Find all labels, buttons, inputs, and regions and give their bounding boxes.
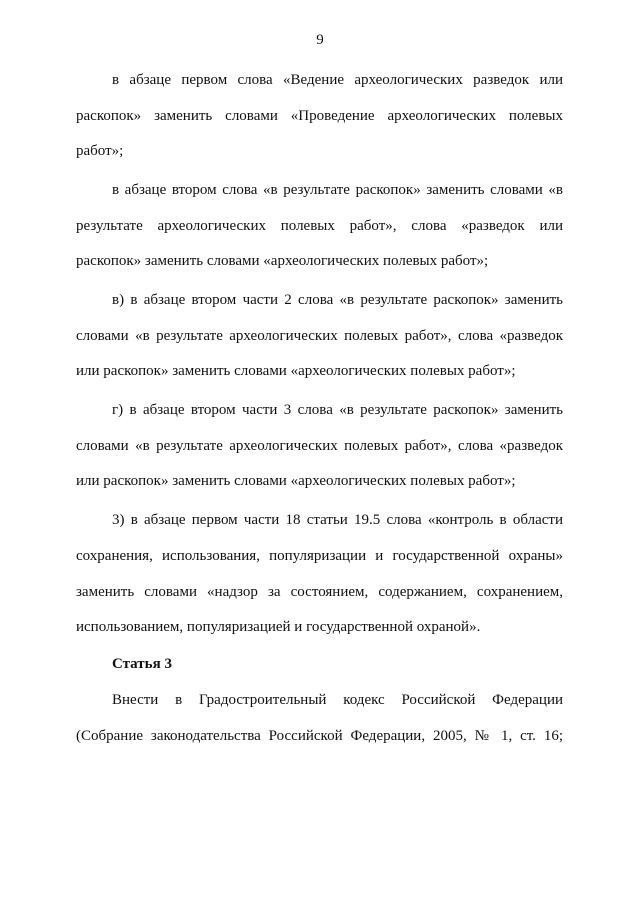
- paragraph-line: сохранения, использования, популяризации и государственной охраны»: [76, 548, 563, 564]
- paragraph-line: в абзаце первом слова «Ведение археологических разведок или: [112, 72, 563, 88]
- paragraph-line: 3) в абзаце первом части 18 статьи 19.5 слова «контроль в области: [112, 512, 563, 528]
- paragraph-line: работ»;: [76, 143, 124, 159]
- paragraph-line: в абзаце втором слова «в результате раскопок» заменить словами «в: [112, 182, 563, 198]
- paragraph-line: заменить словами «надзор за состоянием, содержанием, сохранением,: [76, 584, 563, 600]
- page-number: 9: [316, 32, 324, 48]
- paragraph-line: Внести в Градостроительный кодекс Российской Федерации: [112, 692, 563, 708]
- paragraph-line: или раскопок» заменить словами «археологических полевых работ»;: [76, 363, 516, 379]
- paragraph-line: результате археологических полевых работ», слова «разведок или: [76, 218, 563, 234]
- paragraph-line: словами «в результате археологических полевых работ», слова «разведок: [76, 438, 563, 454]
- paragraph-line: или раскопок» заменить словами «археологических полевых работ»;: [76, 473, 516, 489]
- paragraph-line: словами «в результате археологических полевых работ», слова «разведок: [76, 328, 563, 344]
- paragraph-line: (Собрание законодательства Российской Федерации, 2005, № 1, ст. 16;: [76, 728, 563, 744]
- paragraph-line: в) в абзаце втором части 2 слова «в результате раскопок» заменить: [112, 292, 563, 308]
- paragraph-line: раскопок» заменить словами «Проведение археологических полевых: [76, 108, 563, 124]
- paragraph-line: г) в абзаце втором части 3 слова «в результате раскопок» заменить: [112, 402, 563, 418]
- paragraph-line: раскопок» заменить словами «археологических полевых работ»;: [76, 253, 489, 269]
- article-heading: Статья 3: [112, 656, 172, 672]
- paragraph-line: использованием, популяризацией и государственной охраной».: [76, 619, 481, 635]
